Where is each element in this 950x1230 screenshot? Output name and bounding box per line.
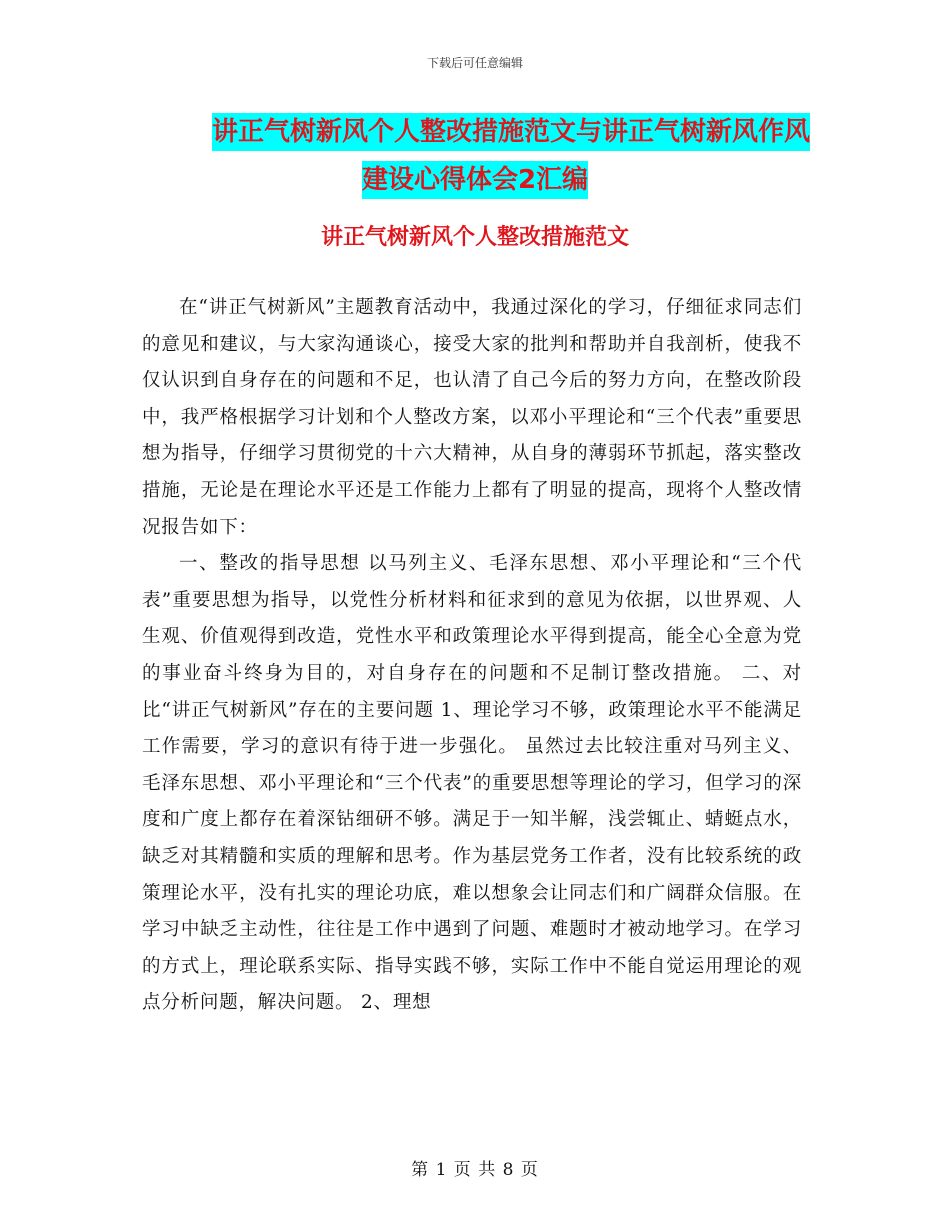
section-title: 讲正气树新风个人整改措施范文 (320, 225, 629, 250)
paragraph-1: 在“讲正气树新风”主题教育活动中，我通过深化的学习，仔细征求同志们的意见和建议，与大家沟通谈心，接受大家的批判和帮助并自我剖析，使我不仅认识到自身存在的问题和不足，也认清了自己今后的努力方向，在整改阶段中，我严格根据学习计划和个人整改方案，以邓小平理论和“三个代表”重要思想为指导，仔细学习贯彻党的十六大精神，从自身的薄弱环节抓起，落实整改措施，无论是在理论水平还是工作能力上都有了明显的提高，现将个人整改情况报告如下： (142, 297, 802, 538)
page-footer: 第 1 页 共 8 页 (411, 1160, 539, 1180)
title-line-2: 建设心得体会2汇编 (362, 161, 588, 199)
body-text (142, 290, 802, 1022)
title-line-1: 讲正气树新风个人整改措施范文与讲正气树新风作风 (212, 113, 810, 151)
header-note: 下载后可任意编辑 (426, 56, 523, 70)
paragraph-2: 一、整改的指导思想 以马列主义、毛泽东思想、邓小平理论和“三个代表”重要思想为指导，以党性分析材料和征求到的意见为依据，以世界观、人生观、价值观得到改造，党性水平和政策理论水平得到提高，能全心全意为党的事业奋斗终身为目的，对自身存在的问题和不足制订整改措施。 二、对比“讲正气树新风”存在的主要问题 1、理论学习不够，政策理论水平不能满足工作需要，学习的意识有待于进一步强化。 虽然过去比较注重对马列主义、毛泽东思想、邓小平理论和“三个代表”的重要思想等理论的学习，但学习的深度和广度上都存在着深钻细研不够。满足于一知半解，浅尝辄止、蜻蜓点水，缺乏对其精髓和实质的理解和思考。作为基层党务工作者，没有比较系统的政策理论水平，没有扎实的理论功底，难以想象会让同志们和广阔群众信服。在学习中缺乏主动性，往往是工作中遇到了问题、难题时才被动地学习。在学习的方式上，理论联系实际、指导实践不够，实际工作中不能自觉运用理论的观点分析问题，解决问题。 2、理想 (142, 553, 802, 1014)
document-title (140, 108, 810, 204)
